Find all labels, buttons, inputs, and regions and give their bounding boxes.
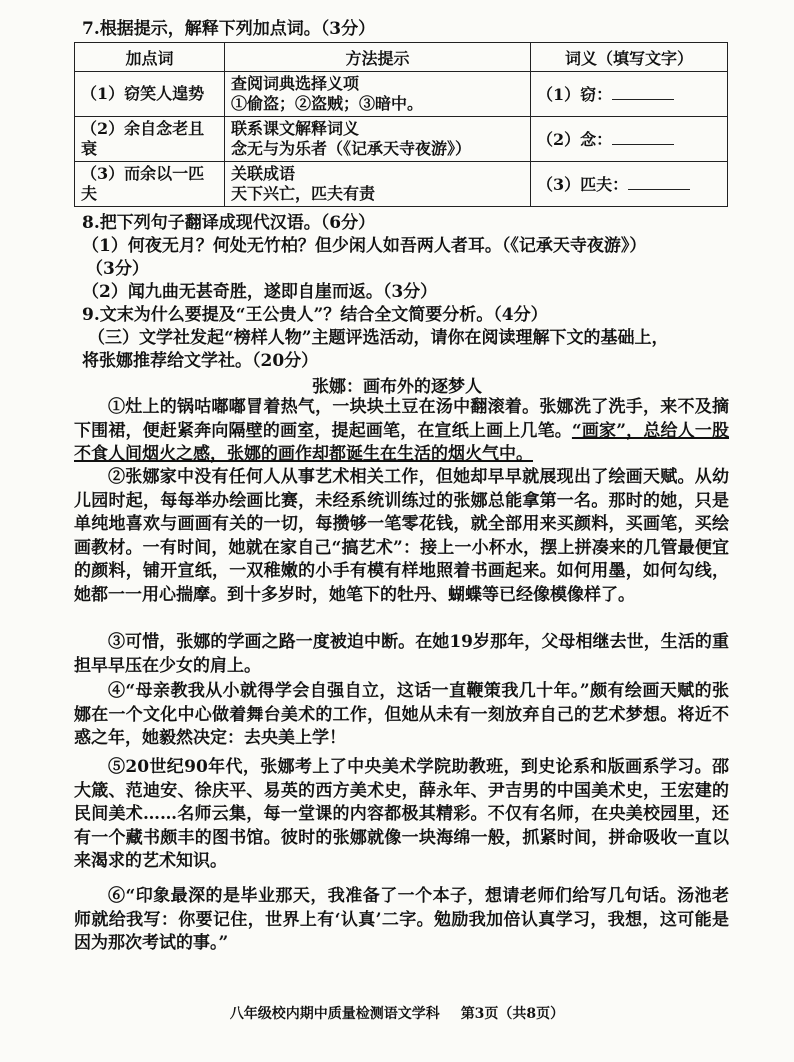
- answer-blank[interactable]: [612, 83, 674, 100]
- hint-cell: [225, 117, 531, 162]
- hint-line: 联系课文解释词义: [231, 119, 360, 138]
- answer-blank[interactable]: [628, 173, 690, 190]
- paragraph-2: ②张娜家中没有任何人从事艺术相关工作，但她却早早就展现出了绘画天赋。从幼儿园时起，每每举办绘画比赛，未经系统训练过的张娜总能拿第一名。那时的她，只是单纯地喜欢与画画有关的一切，每攒够一笔零花钱，就全部用来买颜料，买画笔，买绘画教材。一有时间，她就在家自己“搞艺术”：接上一小杯水，摆上拼凑来的几管最便宜的颜料，铺开宣纸，一双稚嫩的小手有模有样地照着书画起来。如何用墨，如何勾线，她都一一用心揣摩。到十多岁时，她笔下的牡丹、蝴蝶等已经像模像样了。: [74, 467, 729, 605]
- paragraph-3: ③可惜，张娜的学画之路一度被迫中断。在她19岁那年，父母相继去世，生活的重担早早压在少女的肩上。: [74, 632, 729, 676]
- question-8-sentence-1: （1）何夜无月？何处无竹柏？但少闲人如吾两人者耳。（《记承天寺夜游》）: [82, 236, 647, 256]
- article-title: 张娜：画布外的逐梦人: [312, 377, 482, 397]
- dotted-word-cell: （3）而余以一匹夫: [75, 162, 225, 207]
- column-header-hint: 方法提示: [225, 43, 531, 72]
- answer-label: （3）匹夫：: [537, 175, 629, 194]
- section-3-intro-cont: 将张娜推荐给文学社。（20分）: [82, 351, 319, 371]
- hint-line: 念无与为乐者（《记承天寺夜游》）: [231, 139, 472, 158]
- answer-cell[interactable]: [531, 162, 728, 207]
- question-7-heading: 7.根据提示，解释下列加点词。（3分）: [82, 19, 376, 39]
- footer-page-number: 第3页（共8页）: [460, 1006, 565, 1022]
- question-9: 9.文末为什么要提及“王公贵人”？结合全文简要分析。（4分）: [82, 305, 548, 325]
- answer-label: （2）念：: [537, 130, 613, 149]
- section-3-intro: （三）文学社发起“榜样人物”主题评选活动，请你在阅读理解下文的基础上，: [88, 328, 669, 348]
- question-8-sentence-2: （2）闻九曲无甚奇胜，遂即自崖而返。（3分）: [82, 282, 438, 302]
- underlined-sentence: “画家”，总给人一股不食人间烟火之感，张娜的画作却都诞生在生活的烟火气中。: [74, 420, 730, 464]
- vocab-table: [74, 42, 728, 207]
- paragraph-6: ⑥“印象最深的是毕业那天，我准备了一个本子，想请老师们给写几句话。汤池老师就给我写：你要记住，世界上有‘认真’二字。勉励我加倍认真学习，我想，这可能是因为那次考试的事。”: [74, 886, 729, 953]
- question-8-sentence-1-score: （3分）: [86, 259, 149, 279]
- answer-cell[interactable]: [531, 72, 728, 117]
- column-header-word: 加点词: [75, 43, 225, 72]
- answer-cell[interactable]: [531, 117, 728, 162]
- vocab-table-header: [75, 43, 728, 72]
- page-footer: [0, 1003, 794, 1023]
- paragraph-1: [74, 396, 729, 467]
- table-row: [75, 72, 728, 117]
- hint-line: 天下兴亡，匹夫有责: [231, 184, 376, 203]
- paragraph-5: ⑤20世纪90年代，张娜考上了中央美术学院助教班，到史论系和版画系学习。邵大箴、范迪安、徐庆平、易英的西方美术史，薛永年、尹吉男的中国美术史，王宏建的民间美术……名师云集，每一堂课的内容都极其精彩。不仅有名师，在央美校园里，还有一个藏书颇丰的图书馆。彼时的张娜就像一块海绵一般，抓紧时间，拼命吸收一直以来渴求的艺术知识。: [74, 757, 729, 871]
- question-8-heading: 8.把下列句子翻译成现代汉语。（6分）: [82, 213, 376, 233]
- footer-subject: 八年级校内期中质量检测语文学科: [229, 1006, 440, 1022]
- hint-cell: [225, 162, 531, 207]
- column-header-meaning: 词义（填写文字）: [531, 43, 728, 72]
- table-row: [75, 117, 728, 162]
- paragraph-4: ④“母亲教我从小就得学会自强自立，这话一直鞭策我几十年。”颇有绘画天赋的张娜在一个文化中心做着舞台美术的工作，但她从未有一刻放弃自己的艺术梦想。将近不惑之年，她毅然决定：去央美上学！: [74, 681, 729, 748]
- answer-label: （1）窃：: [537, 85, 613, 104]
- table-row: [75, 162, 728, 207]
- paragraph-1-text: ①灶上的锅咕嘟嘟冒着热气，一块块土豆在汤中翻滚着。张娜洗了洗手，来不及摘下围裙，便赶紧奔向隔壁的画室，提起画笔，在宣纸上画上几笔。: [74, 397, 729, 441]
- hint-line: 查阅词典选择义项: [231, 74, 360, 93]
- hint-line: ①偷盗；②盗贼；③暗中。: [231, 94, 424, 113]
- hint-line: 关联成语: [231, 164, 296, 183]
- answer-blank[interactable]: [612, 128, 674, 145]
- hint-cell: [225, 72, 531, 117]
- dotted-word-cell: （2）余自念老且衰: [75, 117, 225, 162]
- dotted-word-cell: （1）窃笑人遑势: [75, 72, 225, 117]
